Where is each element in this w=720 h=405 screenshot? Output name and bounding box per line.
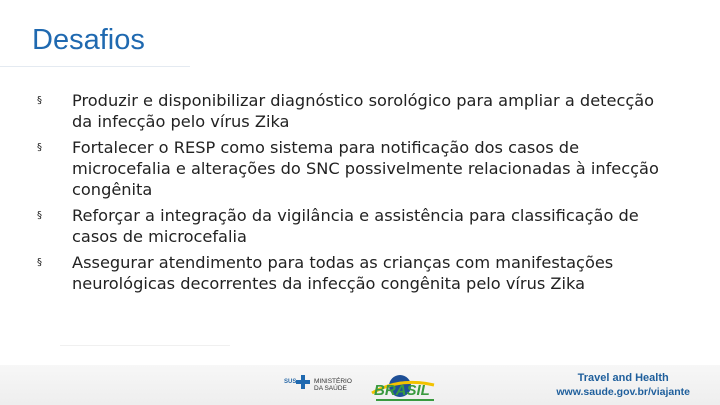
ministerio-line2: DA SAÚDE <box>314 385 347 392</box>
footer-divider <box>60 345 230 346</box>
travel-health-url[interactable]: www.saude.gov.br/viajante <box>556 386 690 398</box>
brasil-logo-text: BRASIL <box>374 382 430 399</box>
bullet-text: Produzir e disponibilizar diagnóstico sorológico para ampliar a detecção da infecção pelo vírus Zika <box>72 91 655 131</box>
bullet-list <box>37 90 677 299</box>
bullet-square-icon: § <box>37 142 42 153</box>
bullet-text: Assegurar atendimento para todas as crianças com manifestações neurológicas decorrentes da infecção congênita pelo vírus Zika <box>72 253 614 293</box>
travel-health-title: Travel and Health <box>577 372 669 384</box>
bullet-item <box>37 252 677 294</box>
bullet-square-icon: § <box>37 210 42 221</box>
travel-health-block <box>556 371 690 399</box>
bullet-text: Fortalecer o RESP como sistema para notificação dos casos de microcefalia e alterações do SNC possivelmente relacionadas à infecção congênita <box>72 138 659 199</box>
ministerio-line1: MINISTÉRIO <box>314 378 352 385</box>
bullet-item <box>37 90 677 132</box>
footer-bar <box>0 365 720 405</box>
brasil-logo <box>368 371 448 405</box>
sus-logo-text: SUS <box>284 379 297 385</box>
bullet-text: Reforçar a integração da vigilância e assistência para classificação de casos de microcefalia <box>72 206 639 246</box>
bullet-square-icon: § <box>37 95 42 106</box>
title-divider <box>0 66 190 67</box>
bullet-square-icon: § <box>37 257 42 268</box>
slide-title: Desafios <box>32 24 145 56</box>
ministerio-logo <box>314 378 362 392</box>
bullet-item <box>37 205 677 247</box>
health-cross-icon <box>296 375 310 389</box>
bullet-item <box>37 137 677 200</box>
